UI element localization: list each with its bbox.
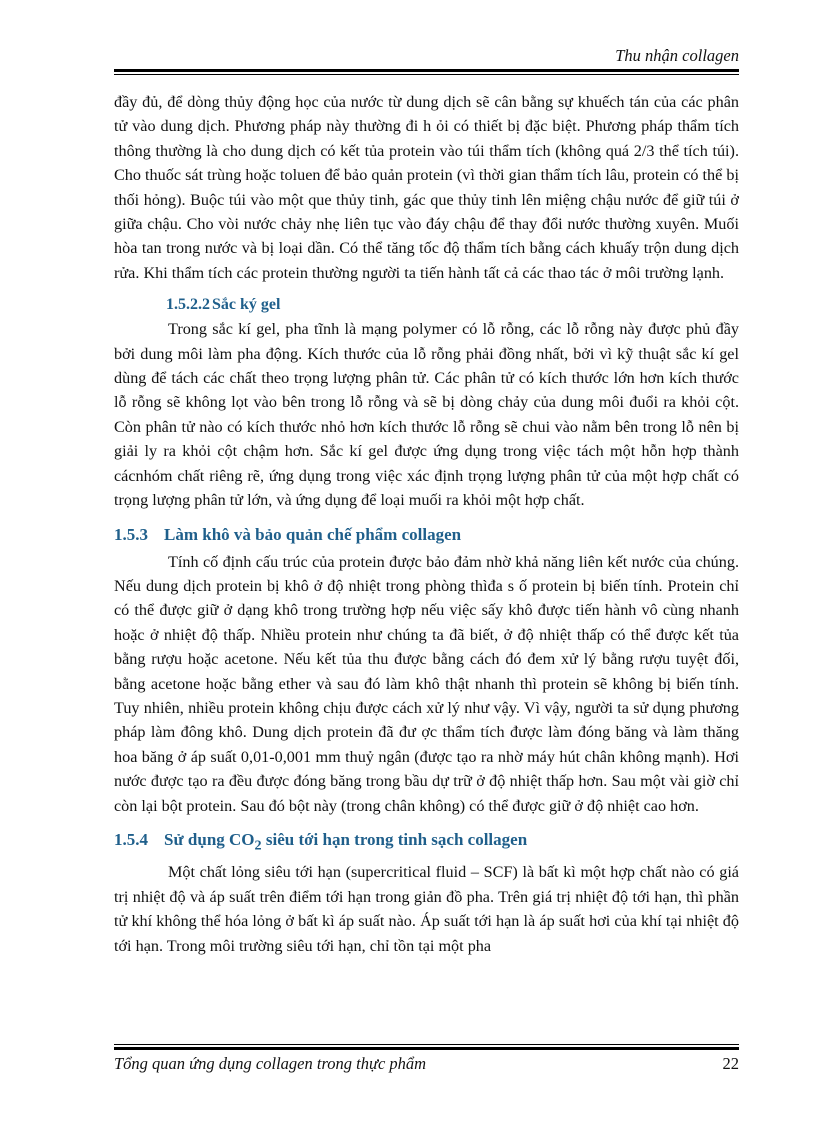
running-header: Thu nhận collagen	[615, 46, 739, 65]
heading-1-5-2-2	[166, 293, 739, 317]
heading-text: Làm khô và bảo quản chế phẩm collagen	[164, 524, 462, 544]
paragraph-gel-chromatography: Trong sắc kí gel, pha tĩnh là mạng polymer có lỗ rỗng, các lỗ rỗng này được phủ đầy bởi dung môi làm pha động. Kích thước của lỗ rỗng phải đồng nhất, bởi vì kỹ thuật sắc kí gel dùng để tách các chất theo trọng lượng phân tử. Các phân tử có kích thước lớn hơn kích thước lỗ rỗng sẽ không lọt vào bên trong lỗ rỗng và sẽ bị dòng chảy của dung môi đuổi ra khỏi cột. Còn phân tử nào có kích thước nhỏ hơn kích thước lỗ rỗng sẽ chui vào nằm bên trong lỗ nên bị giải ly ra khỏi cột chậm hơn. Sắc kí gel được ứng dụng trong việc tách một hỗn hợp thành cácnhóm chất riêng rẽ, ứng dụng trong việc xác định trọng lượng phân tử của một hợp chất có trọng lượng phân tử lớn, và ứng dụng để loại muối ra khỏi một hợp chất.	[114, 320, 739, 510]
heading-text-rest: siêu tới hạn trong tinh sạch collagen	[261, 829, 528, 849]
heading-subscript: 2	[254, 837, 262, 854]
footer-rule	[114, 1044, 739, 1050]
paragraph-drying: Tính cố định cấu trúc của protein được bảo đảm nhờ khả năng liên kết nước của chúng. Nếu dung dịch protein bị khô ở độ nhiệt trong phòng thìđa s ố protein bị biến tính. Protein chỉ có thể được giữ ở dạng khô trong trường hợp nếu việc sấy khô được tiến hành vô cùng nhanh hoặc ở nhiệt độ thấp. Nhiều protein như chúng ta đã biết, ở độ nhiệt thấp có thể được kết tủa bằng rượu hoặc acetone. Nếu kết tủa thu được bằng cách đó đem xử lý bằng rượu tuyệt đối, bằng acetone hoặc bằng ether và sau đó làm khô thật nhanh thì protein sẽ không bị biến tính. Tuy nhiên, nhiều protein không chịu được cách xử lý như vậy. Vì vậy, người ta sử dụng phương pháp làm đông khô. Dung dịch protein đã đư ợc thẩm tích được làm đóng băng và làm thăng hoa băng ở áp suất 0,01-0,001 mm thuỷ ngân (được tạo ra nhờ máy hút chân không mạnh). Hơi nước được tạo ra đều được đóng băng trong bầu dự trữ ở độ nhiệt thấp hơn. Sau một vài giờ chỉ còn lại bột protein. Sau đó bột này (trong chân không) có thể được giữ ở độ nhiệt cao hơn.	[114, 552, 739, 815]
heading-1-5-4	[114, 827, 739, 858]
paragraph-supercritical: Một chất lỏng siêu tới hạn (supercritical fluid – SCF) là bất kì một hợp chất nào có giá trị nhiệt độ và áp suất trên điểm tới hạn trong giản đồ pha. Trên giá trị nhiệt độ tới hạn, thì phần tử khí không thể hóa lỏng ở bất kì áp suất nào. Áp suất tới hạn là áp suất hơi của khí tại nhiệt độ tới hạn. Trong môi trường siêu tới hạn, chỉ tồn tại một pha	[114, 863, 739, 955]
heading-text: Sắc ký gel	[212, 296, 281, 314]
header-rule	[114, 69, 739, 75]
paragraph-dialysis: đầy đủ, để dòng thủy động học của nước từ dung dịch sẽ cân bằng sự khuếch tán của các phân tử vào dung dịch. Phương pháp này thường đi h ỏi có thiết bị đặc biệt. Phương pháp thẩm tích thông thường là cho dung dịch có kết tủa protein vào túi thẩm tích (không quá 2/3 thể tích túi). Cho thuốc sát trùng hoặc toluen để bảo quản protein (vì thời gian thẩm tích lâu, protein có thể bị thối hỏng). Buộc túi vào một que thủy tinh, gác que thủy tinh lên miệng chậu nước để giữ túi ở giữa chậu. Cho vòi nước chảy nhẹ liên tục vào đáy chậu để thay đổi nước thường xuyên. Muối hòa tan trong nước và bị loại dần. Có thể tăng tốc độ thẩm tích bằng cách khuấy trộn dung dịch rửa. Khi thẩm tích các protein thường người ta tiến hành tất cả các thao tác ở môi trường lạnh.	[114, 93, 739, 282]
heading-number: 1.5.2.2	[166, 296, 210, 314]
footer-title: Tổng quan ứng dụng collagen trong thực phẩm	[114, 1054, 427, 1073]
heading-text: Sử dụng CO	[164, 829, 255, 849]
page-body	[114, 90, 739, 958]
running-footer	[114, 1054, 739, 1074]
heading-1-5-3	[114, 522, 739, 548]
page-number: 22	[722, 1054, 739, 1073]
heading-number: 1.5.3	[114, 524, 148, 544]
heading-number: 1.5.4	[114, 829, 148, 849]
